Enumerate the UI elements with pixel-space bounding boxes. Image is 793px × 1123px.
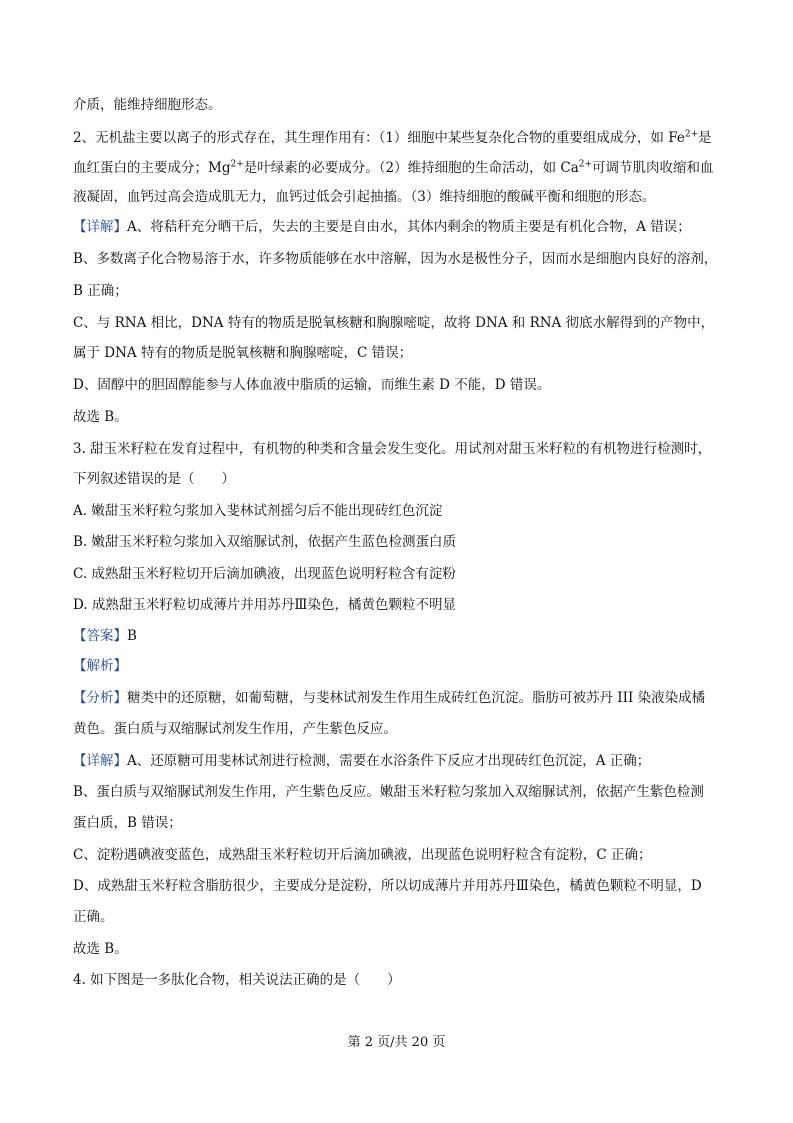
option-c <box>73 565 733 583</box>
answer: B <box>127 628 137 644</box>
text-line <box>73 752 733 770</box>
text: C、与 RNA 相比，DNA 特有的物质是脱氧核糖和胸腺嘧啶，故将 DNA 和 RNA 彻底水解得到的产物中， <box>73 315 715 331</box>
question-3-stem <box>73 470 733 488</box>
text-line <box>73 250 733 268</box>
text-line <box>73 188 733 206</box>
text-line <box>73 376 733 394</box>
text: 正确。 <box>73 909 114 925</box>
answer-line <box>73 627 733 645</box>
text: C. 成熟甜玉米籽粒切开后滴加碘液，出现蓝色说明籽粒含有淀粉 <box>73 566 456 582</box>
text-line <box>73 814 733 832</box>
question-4-stem <box>73 971 733 989</box>
text: B、蛋白质与双缩脲试剂发生作用，产生紫色反应。嫩甜玉米籽粒匀浆加入双缩脲试剂，依据产生紫色检测 <box>73 784 704 800</box>
section-tag: 【答案】 <box>73 628 127 644</box>
text-line <box>73 314 733 332</box>
text-line <box>73 877 733 895</box>
option-a <box>73 502 733 520</box>
text: B 正确； <box>73 283 128 299</box>
text: 故选 B。 <box>73 941 128 957</box>
page-number: 第 2 页/共 20 页 <box>347 1035 446 1050</box>
text-line <box>73 940 733 958</box>
text-line <box>73 783 733 801</box>
question-3-stem <box>73 440 733 458</box>
text-line <box>73 344 733 362</box>
text-line <box>73 408 733 426</box>
text: 是 <box>698 130 712 146</box>
text: 3. 甜玉米籽粒在发育过程中，有机物的种类和含量会发生变化。用试剂对甜玉米籽粒的有机物进行检测时， <box>73 441 712 457</box>
page-footer <box>0 1034 793 1052</box>
text: 介质，能维持细胞形态。 <box>73 97 222 113</box>
superscript: 2+ <box>684 129 699 140</box>
text-line <box>73 96 733 114</box>
option-d <box>73 596 733 614</box>
text: 属于 DNA 特有的物质是脱氧核糖和胸腺嘧啶，C 错误； <box>73 345 413 361</box>
text-line <box>73 689 733 707</box>
text: 血红蛋白的主要成分；Mg <box>73 160 231 176</box>
text-line <box>73 129 733 147</box>
text: 可调节肌肉收缩和血 <box>592 160 714 176</box>
text: D、成熟甜玉米籽粒含脂肪很少，主要成分是淀粉，所以切成薄片并用苏丹Ⅲ染色，橘黄色颗粒不明显，D <box>73 878 702 894</box>
text-line <box>73 282 733 300</box>
text: 2、无机盐主要以离子的形式存在，其生理作用有：（1）细胞中某些复杂化合物的重要组成成分，如 Fe <box>73 130 685 146</box>
section-tag: 【详解】 <box>73 753 127 769</box>
text: B、多数离子化合物易溶于水，许多物质能够在水中溶解，因为水是极性分子，因而水是细胞内良好的溶剂， <box>73 251 718 267</box>
text: D、固醇中的胆固醇能参与人体血液中脂质的运输，而维生素 D 不能，D 错误。 <box>73 377 551 393</box>
section-tag: 【解析】 <box>73 658 127 674</box>
text: 蛋白质，B 错误； <box>73 815 182 831</box>
text: D. 成熟甜玉米籽粒切成薄片并用苏丹Ⅲ染色，橘黄色颗粒不明显 <box>73 597 456 613</box>
text: 4. 如下图是一多肽化合物，相关说法正确的是（ ） <box>73 972 401 988</box>
text: 下列叙述错误的是（ ） <box>73 471 235 487</box>
text-line <box>73 720 733 738</box>
text: 故选 B。 <box>73 409 128 425</box>
superscript: 2+ <box>230 159 244 170</box>
analysis-heading <box>73 657 733 675</box>
text: 液凝固，血钙过高会造成肌无力，血钙过低会引起抽搐。（3）维持细胞的酸碱平衡和细胞的形态。 <box>73 189 656 205</box>
superscript: 2+ <box>578 159 593 170</box>
text: 是叶绿素的必要成分。（2）维持细胞的生命活动，如 Ca <box>243 160 579 176</box>
option-b <box>73 533 733 551</box>
text: B. 嫩甜玉米籽粒匀浆加入双缩脲试剂，依据产生蓝色检测蛋白质 <box>73 534 457 550</box>
section-tag: 【详解】 <box>73 219 127 235</box>
text: 糖类中的还原糖，如葡萄糖，与斐林试剂发生作用生成砖红色沉淀。脂肪可被苏丹 III 染液染成橘 <box>127 690 706 706</box>
text-line <box>73 218 733 236</box>
text: A. 嫩甜玉米籽粒匀浆加入斐林试剂摇匀后不能出现砖红色沉淀 <box>73 503 443 519</box>
text: C、淀粉遇碘液变蓝色，成熟甜玉米籽粒切开后滴加碘液，出现蓝色说明籽粒含有淀粉，C 正确； <box>73 847 652 863</box>
text: A、还原糖可用斐林试剂进行检测，需要在水浴条件下反应才出现砖红色沉淀，A 正确； <box>127 753 651 769</box>
text-line <box>73 159 733 177</box>
text: 黄色。蛋白质与双缩脲试剂发生作用，产生紫色反应。 <box>73 721 397 737</box>
section-tag: 【分析】 <box>73 690 127 706</box>
text: A、将秸秆充分晒干后，失去的主要是自由水，其体内剩余的物质主要是有机化合物，A 错误； <box>127 219 691 235</box>
text-line <box>73 846 733 864</box>
text-line <box>73 908 733 926</box>
